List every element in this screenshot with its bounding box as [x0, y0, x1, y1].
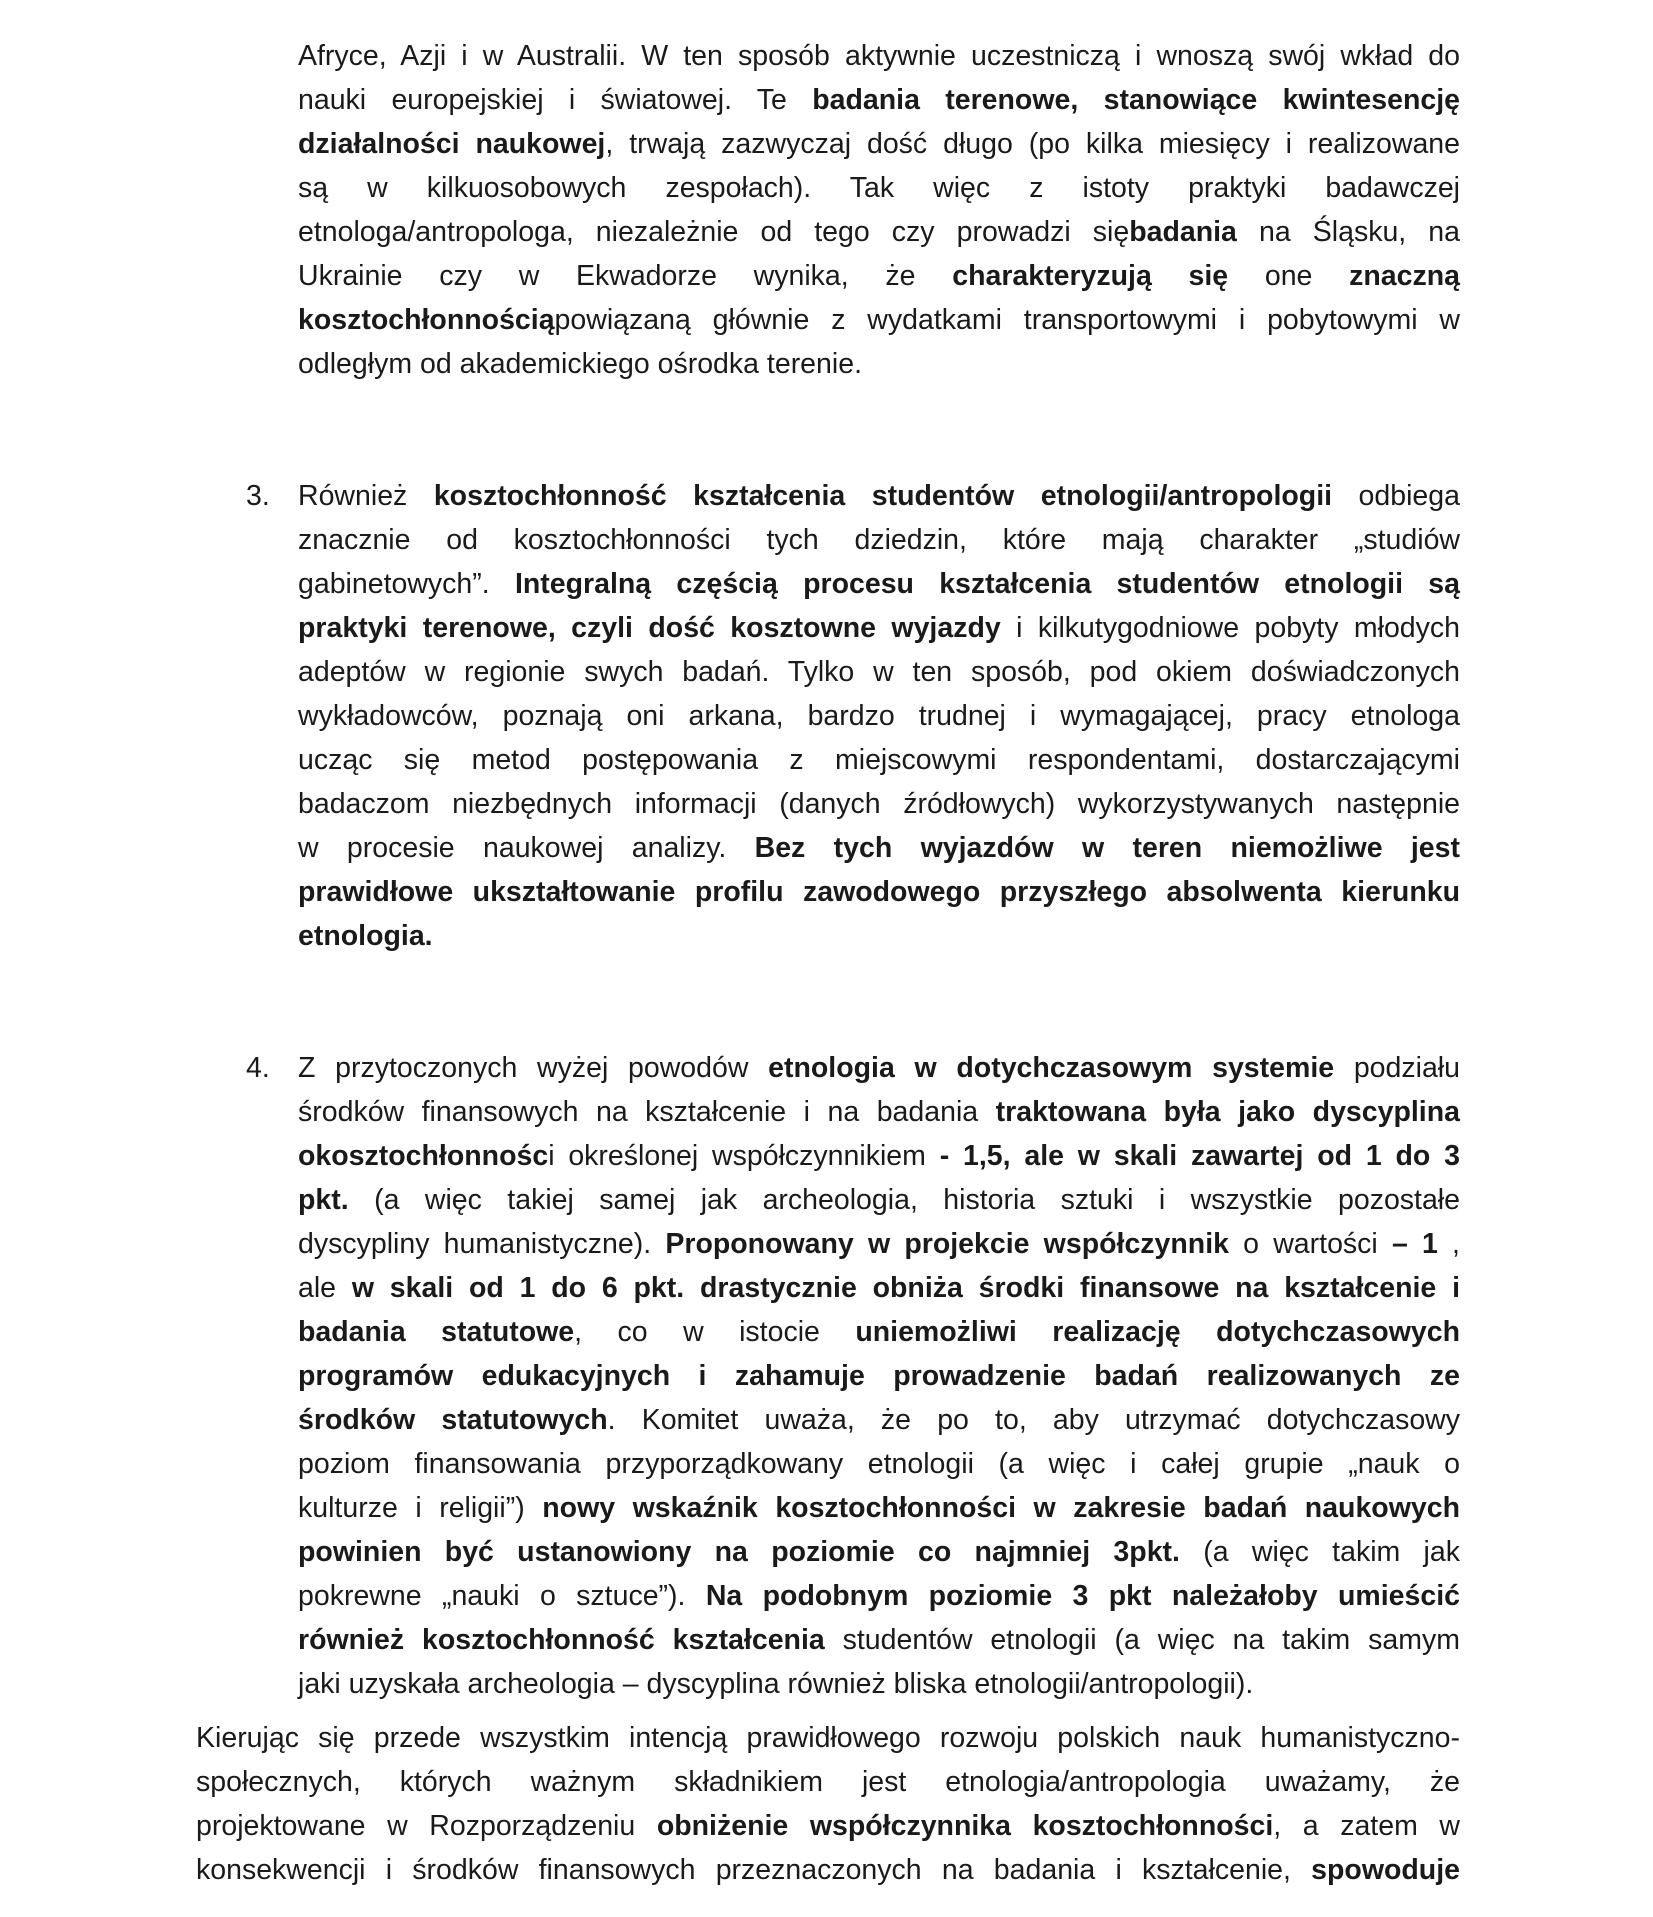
text-line: [298, 870, 1460, 914]
text-run: badaczom niezbędnych informacji (danych źródłowych) wykorzystywanych następnie: [298, 788, 1460, 820]
text-run: , a zatem w: [1273, 1810, 1460, 1842]
text-line: [298, 1222, 1460, 1266]
text-line: [298, 738, 1460, 782]
bold-text-run: Proponowany w projekcie współczynnik: [665, 1228, 1229, 1260]
text-line: [298, 694, 1460, 738]
text-line: [298, 1618, 1460, 1662]
text-run: odbiega: [1332, 480, 1460, 512]
list-item-3: [298, 474, 1460, 958]
text-run: adeptów w regionie swych badań. Tylko w ten sposób, pod okiem doświadczonych: [298, 656, 1460, 688]
text-line: [298, 122, 1460, 166]
bold-text-run: Na podobnym poziomie 3 pkt należałoby umieścić: [705, 1580, 1460, 1612]
bold-text-run: działalności naukowej: [298, 128, 606, 160]
text-line: [298, 342, 1460, 386]
text-run: jaki uzyskała archeologia – dyscyplina również bliska etnologii/antropologii).: [298, 1668, 1254, 1700]
text-run: wykładowców, poznają oni arkana, bardzo trudnej i wymagającej, pracy etnologa: [298, 700, 1460, 732]
text-line: [298, 34, 1460, 78]
continued-paragraph: [298, 34, 1460, 386]
text-line: [298, 1310, 1460, 1354]
text-line: [298, 1266, 1460, 1310]
text-run: o wartości: [1228, 1228, 1392, 1260]
bold-text-run: - 1,5, ale w skali zawartej od 1 do 3: [939, 1140, 1460, 1172]
text-run: ,: [1437, 1228, 1460, 1260]
text-run: Afryce, Azji i w Australii. W ten sposób aktywnie uczestniczą i wnoszą swój wkład do: [298, 40, 1460, 72]
text-run: projektowane w Rozporządzeniu: [196, 1810, 657, 1842]
text-run: konsekwencji i środków finansowych przeznaczonych na badania i kształcenie,: [196, 1854, 1312, 1886]
text-run: kulturze i religii”): [298, 1492, 543, 1524]
bold-text-run: prawidłowe ukształtowanie profilu zawodowego przyszłego absolwenta kierunku: [298, 876, 1460, 908]
text-run: ucząc się metod postępowania z miejscowymi respondentami, dostarczającymi: [298, 744, 1460, 776]
text-line: [298, 650, 1460, 694]
text-line: [298, 1574, 1460, 1618]
text-line: [196, 1760, 1460, 1804]
text-line: [298, 78, 1460, 122]
text-line: [298, 782, 1460, 826]
text-line: [298, 914, 1460, 958]
text-run: Z przytoczonych wyżej powodów: [298, 1052, 769, 1084]
text-run: nauki europejskiej i światowej. Te: [298, 84, 813, 116]
text-run: . Komitet uważa, że po to, aby utrzymać dotychczasowy: [607, 1404, 1461, 1436]
bold-text-run: badania terenowe, stanowiące kwintesencję: [812, 84, 1460, 116]
text-line: [298, 826, 1460, 870]
text-line: [298, 562, 1460, 606]
text-line: [298, 166, 1460, 210]
text-line: [298, 1046, 1460, 1090]
text-run: i kilkutygodniowe pobyty młodych: [1000, 612, 1461, 644]
bold-text-run: badania statutowe: [298, 1316, 575, 1348]
text-line: [196, 1804, 1460, 1848]
text-line: [196, 1848, 1460, 1892]
bold-text-run: praktyki terenowe, czyli dość kosztowne wyjazdy: [298, 612, 1001, 644]
bold-text-run: Bez tych wyjazdów w teren niemożliwe jest: [754, 832, 1460, 864]
bold-text-run: – 1: [1391, 1228, 1438, 1260]
bold-text-run: etnologia w dotychczasowym systemie: [768, 1052, 1335, 1084]
list-item-4: [298, 1046, 1460, 1706]
text-run: ale: [298, 1272, 352, 1304]
bold-text-run: pkt.: [298, 1184, 349, 1216]
text-line: [298, 606, 1460, 650]
text-line: [298, 518, 1460, 562]
bold-text-run: znaczną: [1349, 260, 1460, 292]
text-line: [298, 210, 1460, 254]
bold-text-run: uniemożliwi realizację dotychczasowych: [855, 1316, 1460, 1348]
bold-text-run: powinien być ustanowiony na poziomie co najmniej 3pkt.: [298, 1536, 1180, 1568]
text-run: w procesie naukowej analizy.: [298, 832, 755, 864]
text-run: znacznie od kosztochłonności tych dziedzin, które mają charakter „studiów: [298, 524, 1460, 556]
text-run: są w kilkuosobowych zespołach). Tak więc z istoty praktyki badawczej: [298, 172, 1460, 204]
text-run: (a więc takim jak: [1179, 1536, 1460, 1568]
bold-text-run: również kosztochłonność kształcenia: [298, 1624, 825, 1656]
text-line: [298, 298, 1460, 342]
text-line: [298, 1134, 1460, 1178]
bold-text-run: kosztochłonnością: [298, 304, 555, 336]
text-run: odległym od akademickiego ośrodka terenie.: [298, 348, 862, 380]
text-line: [298, 1662, 1460, 1706]
list-number-4: 4.: [246, 1052, 270, 1084]
text-line: [298, 1398, 1460, 1442]
bold-text-run: spowoduje: [1311, 1854, 1460, 1886]
text-run: gabinetowych”.: [298, 568, 515, 600]
text-line: [298, 474, 1460, 518]
text-run: na Śląsku, na: [1236, 216, 1460, 248]
bold-text-run: programów edukacyjnych i zahamuje prowadzenie badań realizowanych ze: [298, 1360, 1460, 1392]
text-line: [298, 1442, 1460, 1486]
text-line: [298, 1354, 1460, 1398]
text-run: podziału: [1334, 1052, 1460, 1084]
text-line: [298, 1530, 1460, 1574]
text-run: dyscypliny humanistyczne).: [298, 1228, 666, 1260]
text-line: [298, 254, 1460, 298]
text-line: [298, 1090, 1460, 1134]
text-run: środków finansowych na kształcenie i na badania: [298, 1096, 996, 1128]
bold-text-run: badania: [1129, 216, 1237, 248]
bold-text-run: charakteryzują się: [952, 260, 1229, 292]
text-run: Ukrainie czy w Ekwadorze wynika, że: [298, 260, 953, 292]
text-run: pokrewne „nauki o sztuce”).: [298, 1580, 706, 1612]
text-run: studentów etnologii (a więc na takim samym: [824, 1624, 1460, 1656]
bold-text-run: etnologia.: [298, 920, 433, 952]
text-line: [298, 1178, 1460, 1222]
bold-text-run: środków statutowych: [298, 1404, 608, 1436]
bold-text-run: Integralną częścią procesu kształcenia studentów etnologii są: [514, 568, 1460, 600]
bold-text-run: traktowana była jako dyscyplina: [995, 1096, 1460, 1128]
text-run: społecznych, których ważnym składnikiem jest etnologia/antropologia uważamy, że: [196, 1766, 1460, 1798]
text-run: Kierując się przede wszystkim intencją prawidłowego rozwoju polskich nauk humanistyczno-: [196, 1722, 1460, 1754]
text-run: poziom finansowania przyporządkowany etnologii (a więc i całej grupie „nauk o: [298, 1448, 1460, 1480]
text-line: [298, 1486, 1460, 1530]
text-run: Również: [298, 480, 434, 512]
text-run: , co w istocie: [574, 1316, 856, 1348]
text-run: etnologa/antropologa, niezależnie od tego czy prowadzi się: [298, 216, 1130, 248]
bold-text-run: okosztochłonnośc: [298, 1140, 549, 1172]
text-run: one: [1228, 260, 1350, 292]
text-run: i określonej współczynnikiem: [548, 1140, 940, 1172]
list-number-3: 3.: [246, 480, 270, 512]
text-run: powiązaną głównie z wydatkami transportowymi i pobytowymi w: [554, 304, 1460, 336]
closing-paragraph: [196, 1716, 1460, 1892]
text-line: [196, 1716, 1460, 1760]
bold-text-run: nowy wskaźnik kosztochłonności w zakresie badań naukowych: [542, 1492, 1460, 1524]
bold-text-run: obniżenie współczynnika kosztochłonności: [656, 1810, 1274, 1842]
bold-text-run: kosztochłonność kształcenia studentów etnologii/antropologii: [433, 480, 1333, 512]
text-run: , trwają zazwyczaj dość długo (po kilka miesięcy i realizowane: [605, 128, 1460, 160]
text-run: (a więc takiej samej jak archeologia, historia sztuki i wszystkie pozostałe: [348, 1184, 1460, 1216]
bold-text-run: w skali od 1 do 6 pkt. drastycznie obniża środki finansowe na kształcenie i: [351, 1272, 1461, 1304]
